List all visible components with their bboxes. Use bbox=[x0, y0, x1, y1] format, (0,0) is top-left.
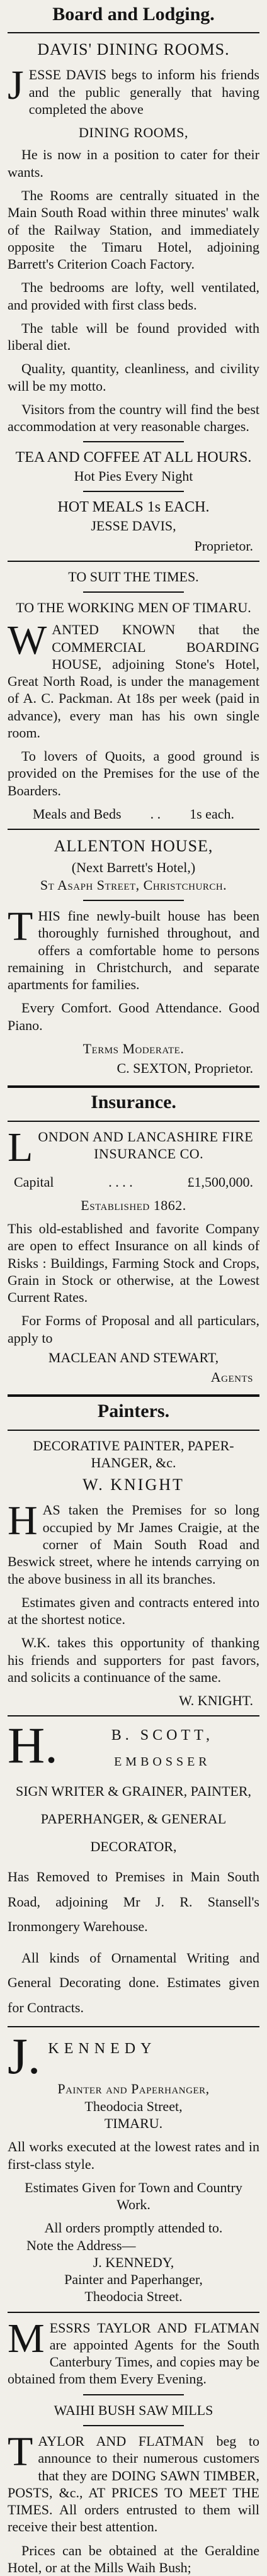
ad-allenton-house bbox=[8, 836, 259, 1077]
drop-cap: T bbox=[8, 903, 33, 949]
ad-signature: C. SEXTON, Proprietor. bbox=[116, 1060, 253, 1077]
divider bbox=[8, 829, 259, 830]
ad-street: Theodocia Street, bbox=[84, 2098, 183, 2114]
capital-label: Capital bbox=[14, 1173, 54, 1190]
price-label: Meals and Beds bbox=[33, 805, 122, 822]
ad-terms: Terms Moderate. bbox=[82, 1040, 185, 1056]
divider bbox=[83, 2425, 184, 2426]
ad-paragraph bbox=[8, 903, 259, 993]
divider bbox=[83, 441, 184, 442]
ad-signature-street: Theodocia Street. bbox=[84, 2288, 183, 2305]
ad-paragraph: The Rooms are centrally situated in the Main South Road within three minutes' walk of the Railway Station, and immediately opposite the Timaru Hotel, adjoining Barrett's Criterion Coach Factory. bbox=[8, 188, 259, 272]
ad-title: ONDON AND LANCASHIRE FIRE bbox=[38, 1128, 254, 1145]
ad-paragraph bbox=[8, 1498, 259, 1587]
divider bbox=[83, 2394, 184, 2395]
drop-cap: J. bbox=[8, 2034, 41, 2078]
ad-signature-name: J. KENNEDY, bbox=[93, 2254, 174, 2270]
divider bbox=[83, 900, 184, 901]
ad-established: Established 1862. bbox=[81, 1197, 186, 1213]
divider bbox=[8, 1715, 259, 1716]
ad-subtitle: TO THE WORKING MEN OF TIMARU. bbox=[16, 600, 251, 616]
capital-value: £1,500,000. bbox=[187, 1173, 253, 1190]
divider bbox=[8, 2312, 259, 2313]
ad-text: ESSRS TAYLOR AND FLATMAN are appointed Agents for the South Canterbury Times, and copies may be obtained from them Every Evening. bbox=[8, 2319, 259, 2387]
ad-paragraph bbox=[8, 2428, 259, 2536]
ad-w-knight bbox=[8, 1437, 259, 1710]
ad-title: DECORATIVE PAINTER, PAPER-HANGER, &c. bbox=[33, 1437, 234, 1470]
capital-dots: . . . . bbox=[108, 1173, 133, 1190]
ad-title-block bbox=[8, 1723, 259, 1770]
ad-capital-line bbox=[14, 1173, 253, 1190]
ad-signature-name: JESSE DAVIS, bbox=[91, 518, 176, 534]
ad-h-b-scott bbox=[8, 1723, 259, 2020]
ad-text: AS taken the Premises for so long occupied by Mr James Craigie, at the corner of Main South Road and Beswick street, where he intends carrying on the above business in all its branches. bbox=[8, 1502, 259, 1587]
ad-subtitle: DINING ROOMS, bbox=[79, 125, 188, 141]
ad-paragraph bbox=[8, 2315, 259, 2388]
divider bbox=[8, 32, 259, 33]
ad-paragraph: Has Removed to Premises in Main South Road, adjoining Mr J. R. Stansell's Ironmongery Warehouse. bbox=[8, 1868, 259, 1935]
price-value: 1s each. bbox=[190, 805, 234, 822]
ad-paragraph: Visitors from the country will find the best accommodation at very reasonable charges. bbox=[8, 401, 259, 435]
drop-cap: J bbox=[8, 62, 24, 109]
ad-paragraph bbox=[8, 617, 259, 741]
ad-text: ANTED KNOWN that the COMMERCIAL BOARDING HOUSE, adjoining Stone's Hotel, Great North Road, is under the management of A. C. Packman. At 18s per week (paid in advance), every man has his own single room. bbox=[8, 622, 259, 741]
ad-trade-line: PAPERHANGER, & GENERAL bbox=[40, 1810, 227, 1827]
ad-taylor-flatman bbox=[8, 2315, 259, 2576]
ad-town: TIMARU. bbox=[104, 2115, 163, 2131]
ad-paragraph: He is now in a position to cater for their wants. bbox=[8, 147, 259, 180]
divider bbox=[8, 2026, 259, 2027]
ad-signature-trade: Painter and Paperhanger, bbox=[64, 2271, 203, 2288]
ad-london-lancashire-insurance bbox=[8, 1128, 259, 1386]
ad-title: DAVIS' DINING ROOMS. bbox=[37, 40, 230, 59]
drop-cap: W bbox=[8, 617, 47, 664]
ad-intro-text: ESSE DAVIS begs to inform his friends and the public generally that having completed the above bbox=[28, 67, 259, 117]
ad-signature: W. KNIGHT. bbox=[179, 1693, 253, 1709]
ad-trade-line: DECORATOR, bbox=[90, 1838, 177, 1854]
price-dots: . . bbox=[150, 805, 161, 822]
ad-paragraph: Quality, quantity, cleanliness, and civility will be my motto. bbox=[8, 361, 259, 394]
ad-paragraph: The bedrooms are lofty, well ventilated, and provided with first class beds. bbox=[8, 279, 259, 313]
ad-packman-boarding-house bbox=[8, 568, 259, 822]
ad-j-kennedy bbox=[8, 2034, 259, 2305]
ad-title-block bbox=[8, 2034, 259, 2078]
divider bbox=[8, 1085, 259, 1088]
ad-subtitle: EMBOSSER bbox=[114, 1755, 211, 1769]
ad-name: KENNEDY bbox=[48, 2041, 157, 2058]
divider bbox=[83, 491, 184, 492]
ad-trade-line: SIGN WRITER & GRAINER, PAINTER, bbox=[15, 1783, 251, 1799]
ad-text: HIS fine newly-built house has been thoroughly furnished throughout, and offers a comfortable home to persons remaining in Christchurch, and separate apartments for families. bbox=[8, 907, 259, 993]
drop-cap: L bbox=[8, 1128, 33, 1165]
ad-hot-pies: Hot Pies Every Night bbox=[74, 468, 193, 484]
drop-cap: M bbox=[8, 2315, 45, 2361]
ad-paragraph: The table will be found provided with liberal diet. bbox=[8, 320, 259, 354]
section-heading-painters: Painters. bbox=[97, 1401, 170, 1422]
divider bbox=[8, 561, 259, 562]
ad-title: ALLENTON HOUSE, bbox=[54, 837, 213, 856]
ad-intro bbox=[8, 62, 259, 118]
divider bbox=[8, 1430, 259, 1431]
drop-cap: H. bbox=[8, 1723, 58, 1770]
ad-title: TO SUIT THE TIMES. bbox=[68, 568, 199, 585]
ad-title: WAIHI BUSH SAW MILLS bbox=[54, 2402, 213, 2418]
ad-hours: TEA AND COFFEE AT ALL HOURS. bbox=[15, 449, 252, 466]
divider bbox=[8, 1121, 259, 1122]
ad-davis-dining-rooms bbox=[8, 40, 259, 554]
ad-paragraph: W.K. takes this opportunity of thanking his friends and supporters for past favors, and solicits a continuance of the same. bbox=[8, 1635, 259, 1685]
ad-name: B. SCOTT, bbox=[111, 1727, 213, 1744]
ad-signature-role: Proprietor. bbox=[194, 537, 253, 554]
ad-price-line bbox=[8, 805, 259, 822]
ad-subtitle: (Next Barrett's Hotel,) bbox=[71, 860, 196, 876]
divider bbox=[8, 1394, 259, 1397]
ad-note: Note the Address— bbox=[26, 2237, 136, 2253]
ad-title: INSURANCE CO. bbox=[94, 1145, 204, 1162]
ad-agents-names: MACLEAN AND STEWART, bbox=[48, 1349, 219, 1365]
ad-hot-meals: HOT MEALS 1s EACH. bbox=[57, 499, 210, 516]
ad-text: AYLOR AND FLATMAN beg to announce to their numerous customers that they are DOING SAWN TIMBER, POSTS, &c., AT PRICES TO MEET THE TIMES. All orders entrusted to them will receive their best attention. bbox=[8, 2433, 259, 2535]
ad-paragraph: For Forms of Proposal and all particulars, apply to bbox=[8, 1313, 259, 1346]
section-heading-board: Board and Lodging. bbox=[52, 4, 215, 25]
ad-paragraph: Prices can be obtained at the Geraldine Hotel, or at the Mills Waih Bush; bbox=[8, 2542, 259, 2575]
ad-paragraph: This old-established and favorite Company are open to effect Insurance on all kinds of Risks : Buildings, Farming Stock and Crops, Grain in Stock or otherwise, at the Lowest Current Rates. bbox=[8, 1221, 259, 1306]
ad-paragraph: Estimates Given for Town and Country Work. bbox=[25, 2179, 242, 2213]
newspaper-column bbox=[8, 0, 259, 2576]
ad-name: W. KNIGHT bbox=[82, 1476, 185, 1494]
section-heading-insurance: Insurance. bbox=[91, 1092, 176, 1113]
ad-address: St Asaph Street, Christchurch. bbox=[40, 876, 227, 893]
divider bbox=[83, 591, 184, 593]
drop-cap: T bbox=[8, 2428, 33, 2475]
drop-cap: H bbox=[8, 1498, 38, 1544]
ad-paragraph: All kinds of Ornamental Writing and General Decorating done. Estimates given for Contracts. bbox=[8, 1949, 259, 2015]
ad-orders: All orders promptly attended to. bbox=[44, 2220, 223, 2236]
ad-paragraph: To lovers of Quoits, a good ground is provided on the Premises for the use of the Boarders. bbox=[8, 748, 259, 798]
ad-paragraph: Estimates given and contracts entered into at the shortest notice. bbox=[8, 1594, 259, 1628]
ad-paragraph: Every Comfort. Good Attendance. Good Piano. bbox=[8, 1000, 259, 1033]
ad-paragraph: All works executed at the lowest rates and in first-class style. bbox=[8, 2139, 259, 2172]
ad-title-block bbox=[8, 1128, 259, 1165]
ad-agents: Agents bbox=[210, 1369, 253, 1386]
ad-trade: Painter and Paperhanger, bbox=[57, 2081, 210, 2097]
